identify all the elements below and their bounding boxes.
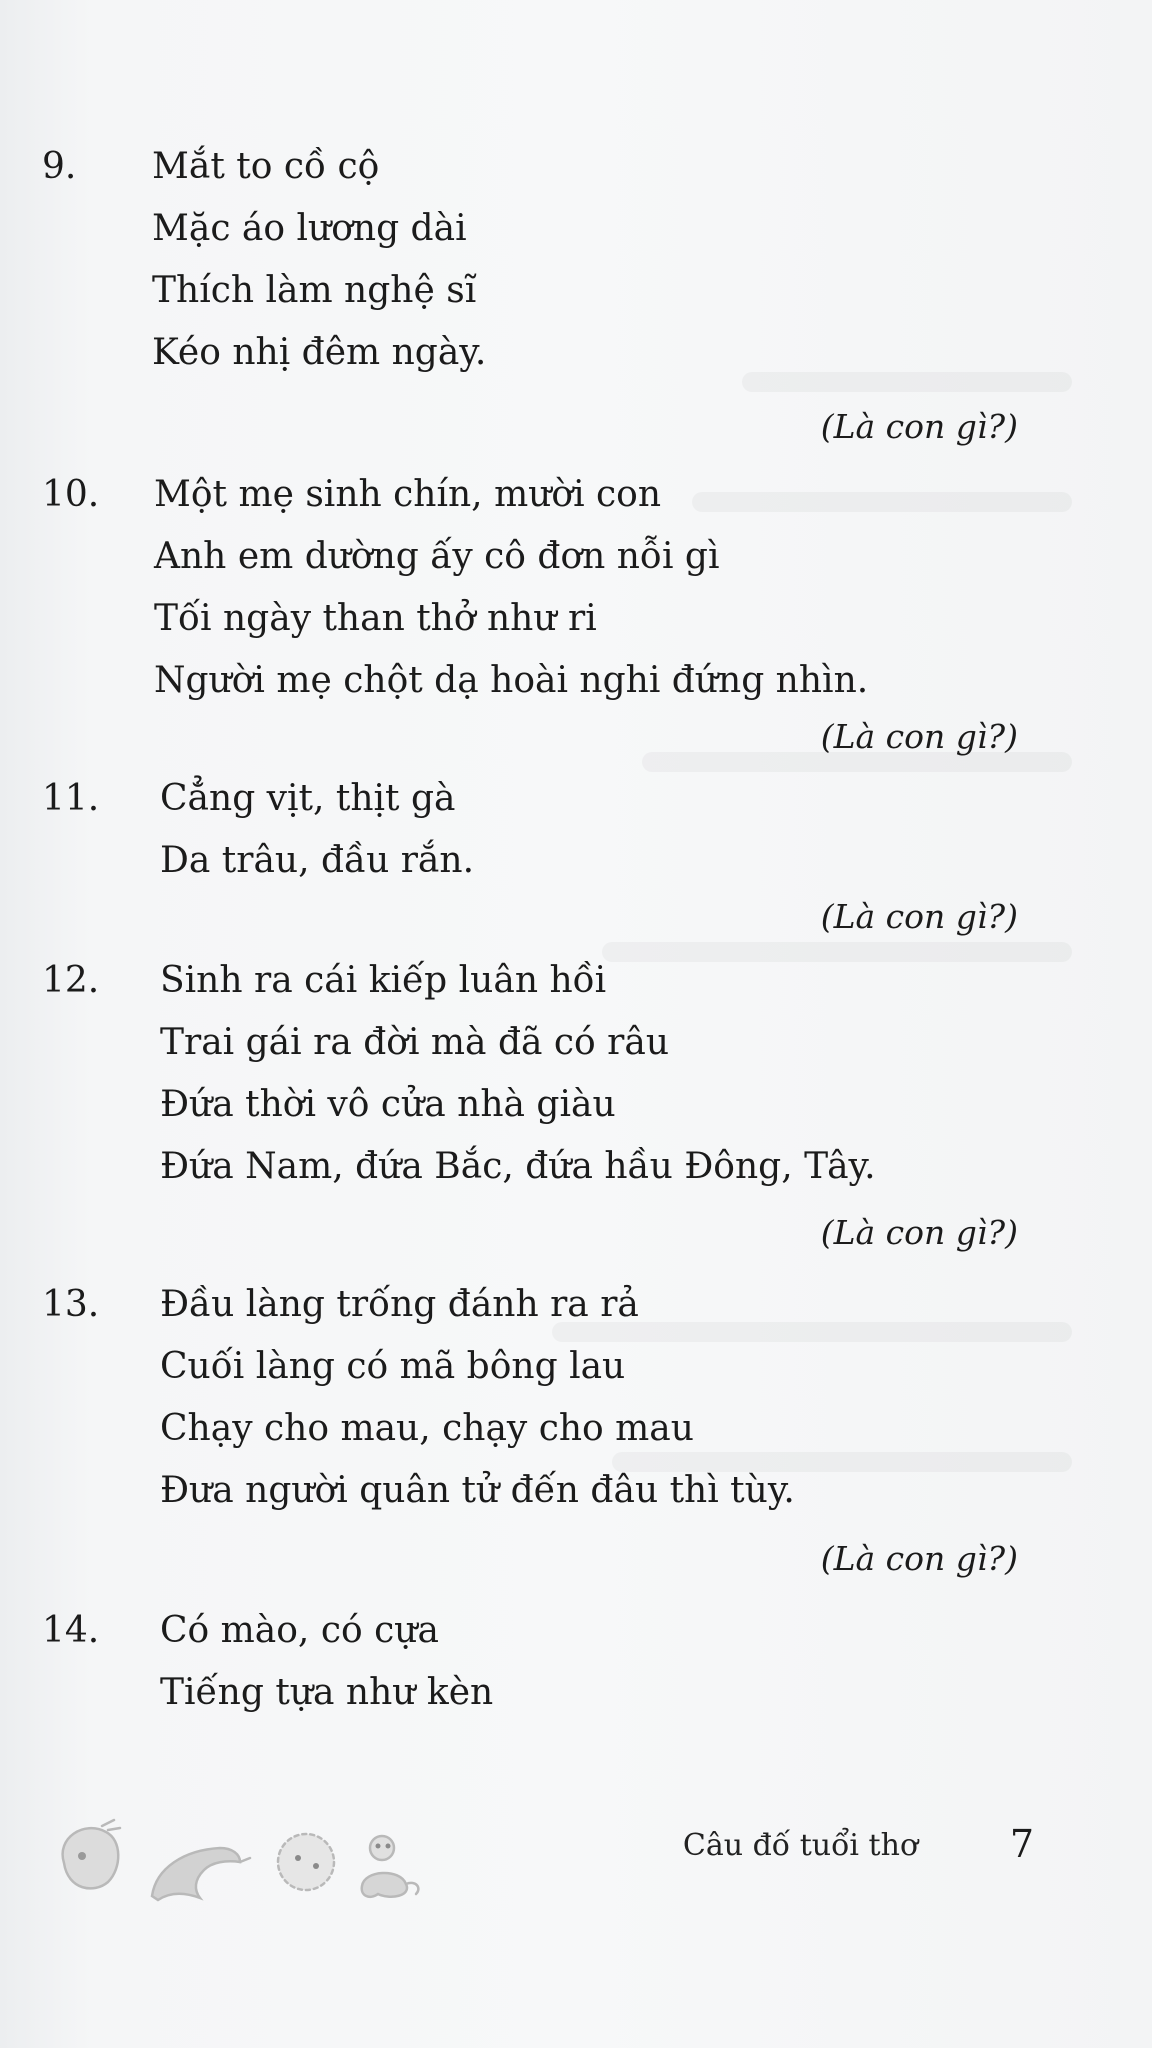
riddle-line: Sinh ra cái kiếp luân hồi: [160, 960, 607, 1001]
riddle-lines: [154, 464, 1014, 712]
riddle-number: 11.: [42, 778, 100, 819]
page-number: 7: [1009, 1822, 1034, 1866]
riddle-line: Anh em dường ấy cô đơn nỗi gì: [154, 536, 720, 577]
riddle-lines: [160, 1274, 1020, 1522]
riddle-line: Cẳng vịt, thịt gà: [160, 778, 456, 819]
riddle-line: Đứa thời vô cửa nhà giàu: [160, 1084, 616, 1125]
riddle-line: Người mẹ chột dạ hoài nghi đứng nhìn.: [154, 660, 869, 701]
riddle-number: 13.: [42, 1284, 100, 1325]
riddle-answer: (Là con gì?): [820, 897, 1018, 936]
riddle-line: Mặc áo lương dài: [152, 208, 467, 249]
riddle-answer: (Là con gì?): [820, 407, 1018, 446]
book-title: Câu đố tuổi thơ: [682, 1828, 918, 1863]
riddle-line: Đầu làng trống đánh ra rả: [160, 1284, 639, 1325]
riddle-line: Mắt to cồ cộ: [152, 146, 380, 187]
riddle-line: Tối ngày than thở như ri: [154, 598, 597, 639]
riddle-answer: (Là con gì?): [820, 717, 1018, 756]
riddle-lines: [152, 136, 1012, 384]
riddle-line: Tiếng tựa như kèn: [160, 1672, 494, 1713]
riddle-line: Thích làm nghệ sĩ: [152, 270, 477, 311]
riddle-line: Da trâu, đầu rắn.: [160, 840, 475, 881]
riddle-lines: [160, 768, 1020, 892]
riddle-number: 10.: [42, 474, 100, 515]
riddle-answer: (Là con gì?): [820, 1539, 1018, 1578]
riddle-line: Kéo nhị đêm ngày.: [152, 332, 487, 373]
riddle-number: 9.: [42, 146, 77, 187]
riddle-line: Chạy cho mau, chạy cho mau: [160, 1408, 694, 1449]
riddle-line: Một mẹ sinh chín, mười con: [154, 474, 662, 515]
riddle-number: 14.: [42, 1610, 100, 1651]
riddle-answer: (Là con gì?): [820, 1213, 1018, 1252]
riddle-line: Có mào, có cựa: [160, 1610, 439, 1651]
cartoon-characters-decoration: [44, 1808, 444, 1908]
riddle-number: 12.: [42, 960, 100, 1001]
riddle-lines: [160, 950, 1020, 1198]
riddle-line: Đứa Nam, đứa Bắc, đứa hầu Đông, Tây.: [160, 1146, 876, 1187]
riddle-line: Đưa người quân tử đến đâu thì tùy.: [160, 1470, 795, 1511]
riddle-line: Trai gái ra đời mà đã có râu: [160, 1022, 670, 1063]
riddle-line: Cuối làng có mã bông lau: [160, 1346, 626, 1387]
riddle-lines: [160, 1600, 1020, 1724]
page-footer: [0, 1792, 1152, 1912]
